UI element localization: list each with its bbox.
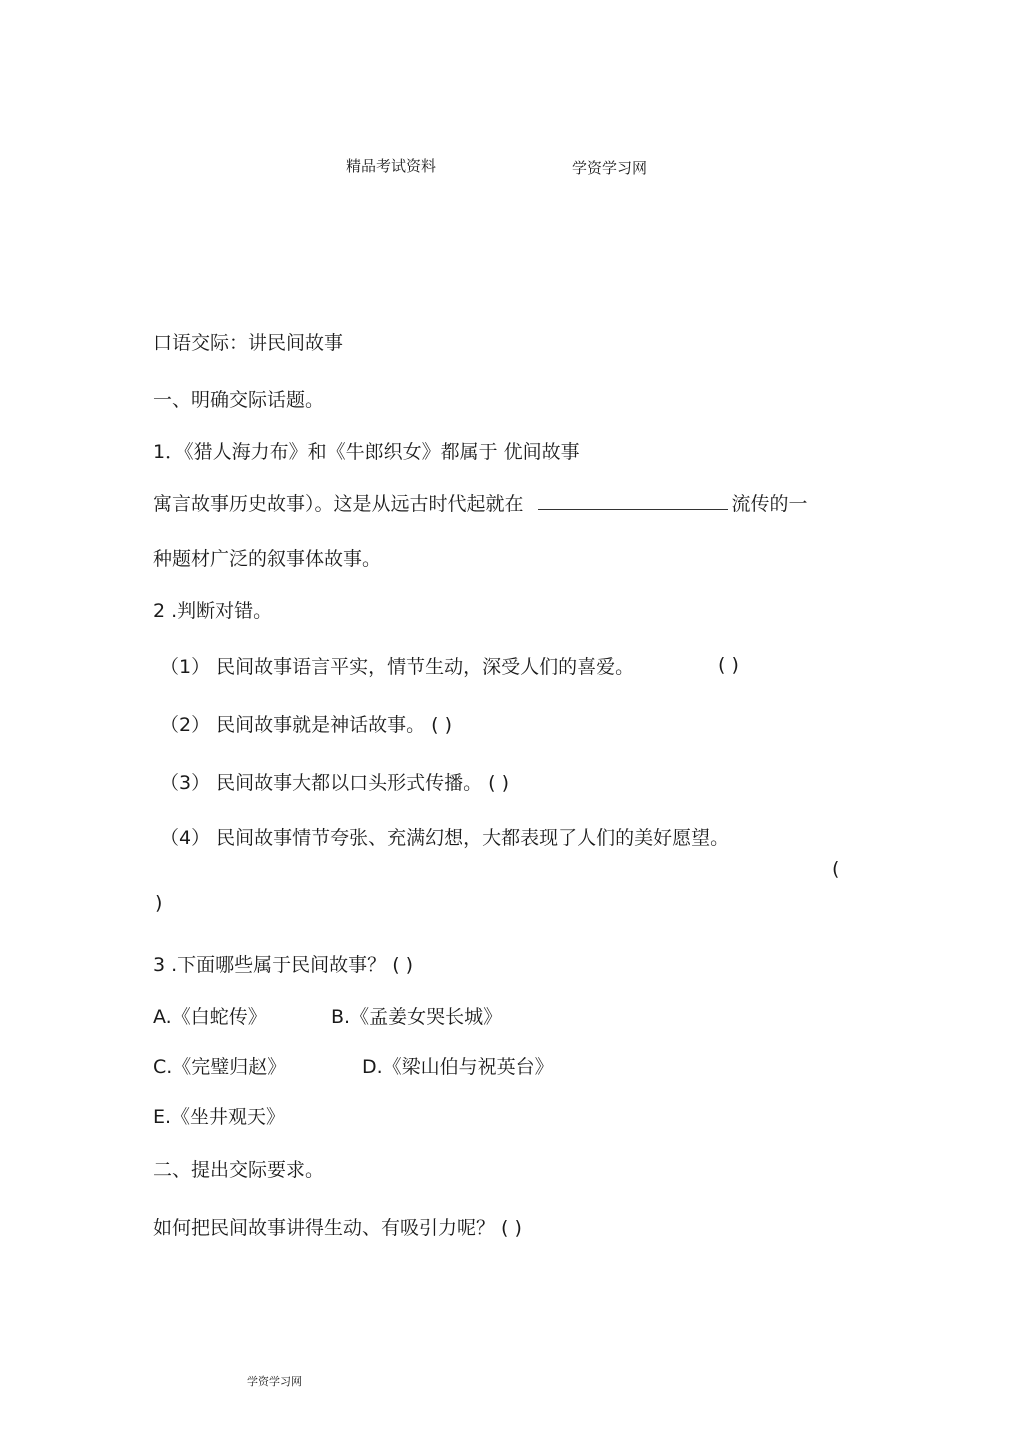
q3-option-b: B.《孟姜女哭长城》 — [331, 1006, 503, 1028]
q3-option-c: C.《完璧归赵》 — [153, 1056, 287, 1078]
q2-item-1: （1） 民间故事语言平实，情节生动，深受人们的喜爱。 — [160, 656, 635, 678]
section-2-heading: 二、提出交际要求。 — [153, 1159, 325, 1181]
footer-label: 学资学习网 — [247, 1375, 302, 1388]
q1-line-2 — [153, 491, 808, 516]
q2-item-2: （2） 民间故事就是神话故事。 ( ) — [160, 714, 453, 736]
section-1-heading: 一、明确交际话题。 — [153, 389, 325, 411]
header-right: 学资学习网 — [572, 159, 648, 177]
q2-item-1-answer[interactable]: ( ) — [718, 654, 739, 676]
q1-line-1: 1．《猎人海力布》和《牛郎织女》都属于 优间故事 — [153, 441, 580, 463]
q3-title: 3 .下面哪些属于民间故事？ ( ) — [153, 954, 414, 976]
q2-item-4-close-paren: ) — [155, 892, 163, 914]
q3-option-d: D.《梁山伯与祝英台》 — [362, 1056, 554, 1078]
final-question: 如何把民间故事讲得生动、有吸引力呢？ ( ) — [153, 1217, 522, 1239]
q3-option-e: E.《坐井观天》 — [153, 1106, 286, 1128]
header-left: 精品考试资料 — [346, 157, 437, 175]
q1-line-2-tail: 流传的一 — [731, 493, 808, 515]
q3-option-a: A.《白蛇传》 — [153, 1006, 267, 1028]
fill-blank[interactable] — [538, 491, 728, 510]
q2-title: 2 .判断对错。 — [153, 600, 273, 622]
q1-line-3: 种题材广泛的叙事体故事。 — [153, 548, 382, 570]
q1-line-2-text: 寓言故事历史故事）。这是从远古时代起就在 — [153, 493, 524, 515]
q2-item-4-open-paren[interactable]: ( — [832, 858, 840, 880]
q2-item-4: （4） 民间故事情节夸张、充满幻想，大都表现了人们的美好愿望。 — [160, 827, 730, 849]
q2-item-3: （3） 民间故事大都以口头形式传播。 ( ) — [160, 772, 510, 794]
page-title: 口语交际：讲民间故事 — [153, 332, 344, 354]
